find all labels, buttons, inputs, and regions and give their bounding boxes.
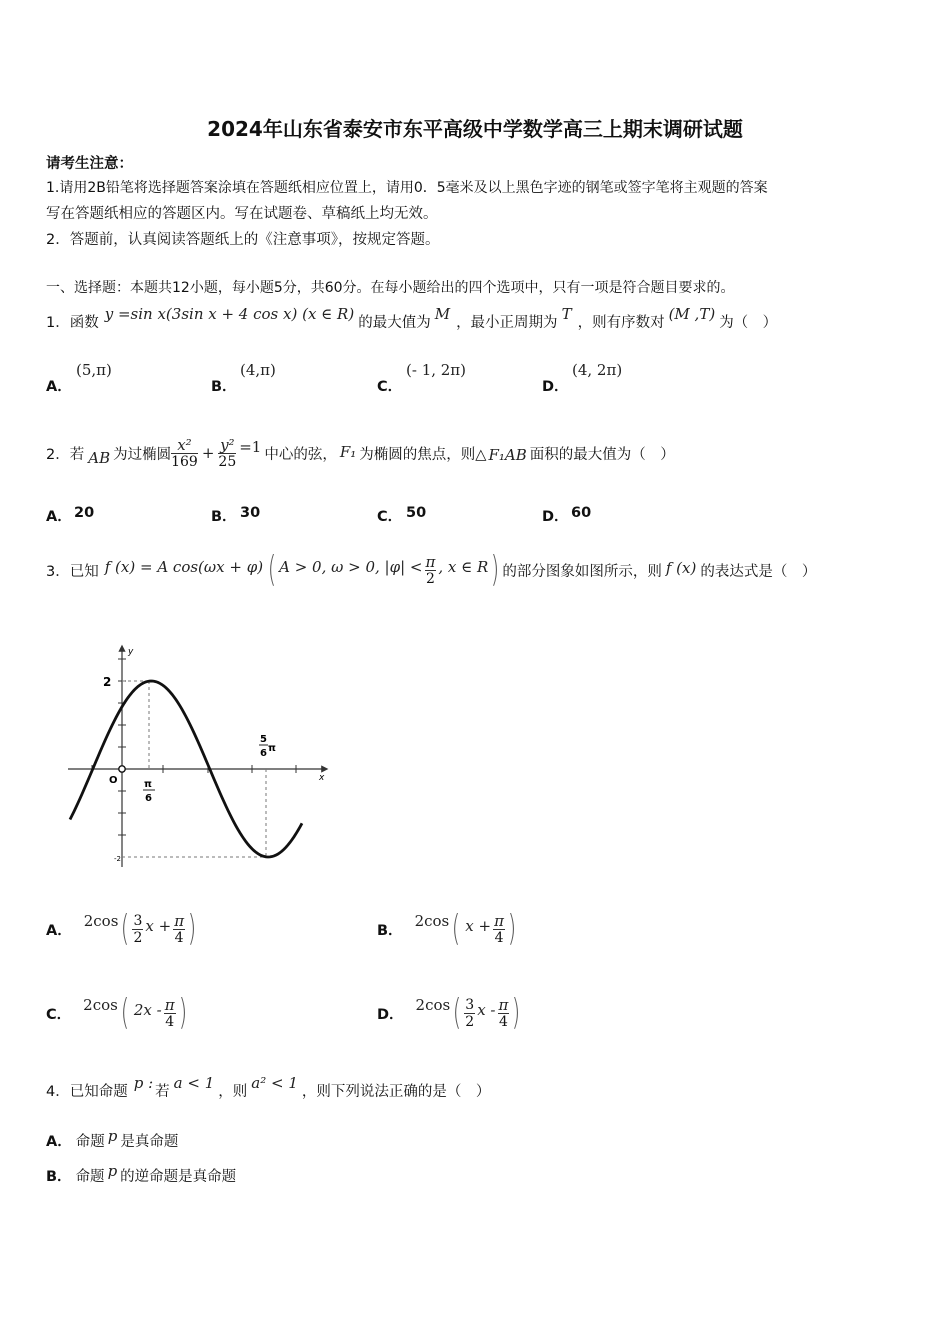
pi-over-6-num: π — [144, 779, 152, 790]
q3-option-a — [46, 905, 199, 953]
question-1 — [46, 303, 777, 339]
question-2 — [46, 420, 675, 486]
notice-line2: 2．答题前，认真阅读答题纸上的《注意事项》，按规定答题。 — [46, 232, 440, 248]
q3-text2: 的表达式是（ ） — [700, 563, 817, 580]
question-4 — [46, 1072, 490, 1108]
q3-left-paren: ( — [267, 549, 277, 590]
q2-plus: + — [201, 444, 215, 462]
q3-option-d-frac2: $\frac{\pi}{4}$ — [498, 995, 509, 1030]
q3-text1: 的部分图象如图所示，则 — [502, 563, 662, 580]
q2-eq: =1 — [239, 438, 262, 456]
q2-option-d: 60 — [571, 505, 592, 521]
q3-option-d-label: D． — [377, 1006, 404, 1023]
question-3 — [46, 540, 816, 600]
q2-frac-y: $\frac{\text{y²}}{25}$ — [218, 435, 237, 470]
q1-option-c: (- 1, 2π) — [406, 361, 467, 379]
function-graph — [60, 635, 340, 875]
q4-option-a-label: A． — [46, 1133, 72, 1150]
q4-num: 4．已知命题 — [46, 1083, 128, 1100]
max-label: 2 — [103, 675, 112, 689]
q3-option-b — [377, 905, 519, 953]
notice-line1b: 写在答题纸相应的答题区内。写在试题卷、草稿纸上均无效。 — [46, 206, 438, 222]
notice-heading: 请考生注意： — [46, 156, 133, 172]
q2-option-c: 50 — [406, 505, 427, 521]
q1-T: T — [561, 305, 572, 323]
q3-option-a-rparen: ) — [187, 908, 197, 949]
q4-option-b-label: B． — [46, 1168, 72, 1185]
q1-text4: 为（ ） — [719, 314, 778, 331]
q1-option-d-label: D． — [542, 379, 569, 395]
x-axis-label: x — [319, 773, 325, 783]
q3-condition-b: , x ∈ R — [438, 558, 489, 576]
q2-text1: 为过椭圆 — [113, 446, 172, 463]
q4-cond2: a² < 1 — [251, 1074, 298, 1092]
q3-option-c-frac: $\frac{\pi}{4}$ — [164, 995, 175, 1030]
q1-option-a-label: A． — [46, 379, 72, 395]
q3-option-d-cos: 2cos — [415, 996, 451, 1014]
section-heading: 一、选择题：本题共12小题，每小题5分，共60分。在每小题给出的四个选项中，只有一项是符合题目要求的。 — [46, 280, 735, 296]
q1-option-d: (4, 2π) — [572, 361, 623, 379]
q2-option-b-label: B． — [211, 509, 237, 525]
notice-line1a: 1.请用2B铅笔将选择题答案涂填在答题纸相应位置上，请用0．5毫米及以上黑色字迹的钢笔或签字笔将主观题的答案 — [46, 180, 768, 196]
q1-text1: 的最大值为 — [358, 314, 431, 331]
origin-point — [119, 766, 125, 772]
q2-option-d-label: D． — [542, 509, 569, 525]
q1-num: 1．函数 — [46, 314, 99, 331]
q3-function: f (x) = A cos(ωx + φ) — [104, 558, 264, 576]
q4-option-a — [46, 1128, 178, 1152]
q2-text2: 中心的弦， — [264, 446, 337, 463]
q3-option-c-rparen: ) — [178, 992, 187, 1033]
q2-F1AB: F₁AB — [488, 446, 527, 464]
min-label: -2 — [114, 855, 121, 863]
q4-text1: 若 — [155, 1083, 170, 1100]
q3-option-b-frac: $\frac{\pi}{4}$ — [494, 911, 504, 946]
q4-option-b — [46, 1163, 236, 1187]
five-pi-six-num: 5 — [260, 734, 267, 745]
q3-option-c-label: C． — [46, 1006, 72, 1023]
q3-option-b-lparen: ( — [452, 908, 461, 949]
q2-AB: AB — [88, 449, 111, 467]
q4-option-a-text1: 命题 — [75, 1133, 105, 1150]
q3-frac-pi2: $\frac{\pi}{2}$ — [425, 552, 436, 587]
five-pi-six-pi: π — [268, 743, 276, 754]
q4-option-b-p: p — [107, 1162, 118, 1180]
q3-option-b-rparen: ) — [507, 908, 517, 949]
q2-option-b: 30 — [240, 505, 261, 521]
q4-option-a-text2: 是真命题 — [120, 1133, 179, 1150]
q3-option-c-pre: 2x - — [133, 1001, 162, 1019]
q2-frac-x: $\frac{\text{x²}}{169}$ — [171, 435, 198, 470]
five-pi-six-den: 6 — [260, 748, 267, 759]
q3-option-a-lparen: ( — [121, 908, 130, 949]
q4-option-b-text1: 命题 — [75, 1168, 105, 1185]
pi-over-6-den: 6 — [145, 793, 152, 804]
q3-option-d-frac1: $\frac{3}{2}$ — [465, 996, 475, 1030]
q4-cond1: a < 1 — [173, 1074, 215, 1092]
q3-option-c — [46, 989, 190, 1037]
q2-text3: 为椭圆的焦点，则△ — [359, 446, 487, 463]
q1-option-c-label: C． — [377, 379, 403, 395]
q3-right-paren: ) — [491, 549, 500, 590]
q1-pair: (M ,T) — [668, 305, 716, 323]
q2-option-a: 20 — [74, 505, 95, 521]
y-axis-label: y — [128, 647, 134, 657]
q1-option-a: (5,π) — [76, 361, 112, 379]
q3-option-d-mid: x - — [477, 1001, 496, 1019]
q3-option-a-mid: x + — [145, 917, 172, 935]
q4-p: p : — [133, 1074, 154, 1092]
q3-option-c-lparen: ( — [120, 992, 130, 1033]
q1-text2: ，最小正周期为 — [456, 314, 558, 331]
q3-option-a-cos: 2cos — [83, 912, 119, 930]
q1-formula: y =sin x(3sin x + 4 cos x) (x ∈ R) — [104, 305, 355, 323]
q3-option-b-cos: 2cos — [414, 912, 450, 930]
q2-num: 2．若 — [46, 446, 85, 463]
q3-option-d-rparen: ) — [512, 992, 521, 1033]
origin-label: O — [109, 775, 118, 786]
q2-F1: F₁ — [339, 443, 357, 461]
q3-option-b-label: B． — [377, 922, 403, 939]
q2-option-a-label: A． — [46, 509, 72, 525]
q4-text2: ，则 — [218, 1083, 248, 1100]
q4-option-b-text2: 的逆命题是真命题 — [120, 1168, 237, 1185]
q3-fx: f (x) — [665, 559, 697, 577]
q3-condition-a: A > 0, ω > 0, |φ| < — [279, 558, 423, 576]
q3-option-d — [377, 989, 523, 1037]
q3-option-a-frac2: $\frac{\pi}{4}$ — [174, 911, 185, 946]
q1-option-b-label: B． — [211, 379, 237, 395]
q3-option-b-pre: x + — [465, 917, 492, 935]
q4-option-a-p: p — [107, 1127, 118, 1145]
q1-text3: ，则有序数对 — [577, 314, 665, 331]
q1-option-b: (4,π) — [240, 361, 276, 379]
q3-num: 3．已知 — [46, 563, 99, 580]
q1-M: M — [434, 305, 451, 323]
q3-option-c-cos: 2cos — [83, 996, 118, 1014]
q4-text3: ，则下列说法正确的是（ ） — [301, 1083, 491, 1100]
page-title: 2024年山东省泰安市东平高级中学数学高三上期末调研试题 — [207, 117, 743, 141]
q2-text4: 面积的最大值为（ ） — [529, 446, 675, 463]
q3-option-a-frac1: $\frac{3}{2}$ — [133, 912, 143, 946]
q3-option-a-label: A． — [46, 922, 72, 939]
q3-option-d-lparen: ( — [453, 992, 462, 1033]
q2-option-c-label: C． — [377, 509, 403, 525]
